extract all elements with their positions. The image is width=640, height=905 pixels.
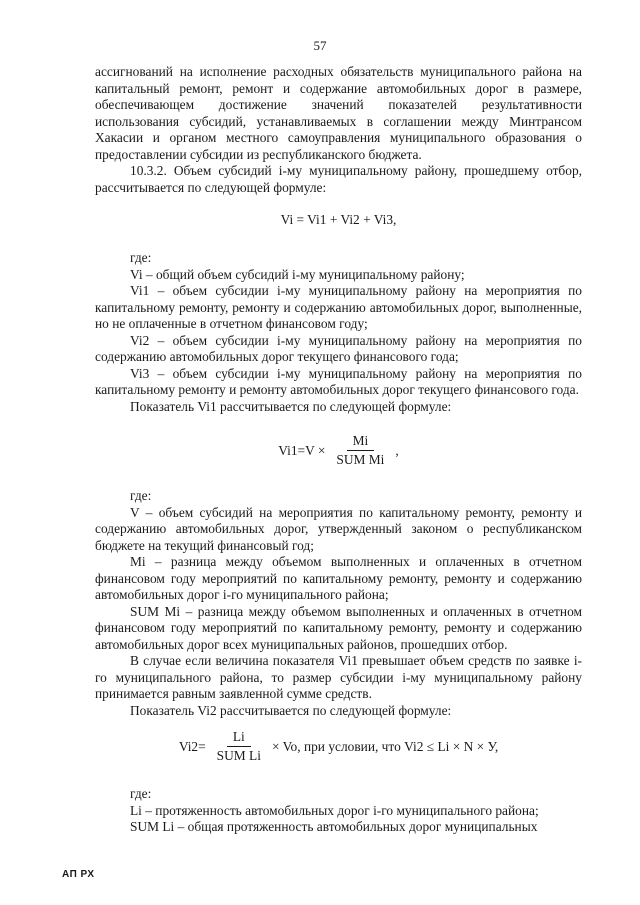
definition-vi: Vi – общий объем субсидий i-му муниципальному району; xyxy=(130,266,465,282)
definition-sum-mi: SUM Mi – разница между объемом выполненных и оплаченных в отчетном финансовом году мероприятий по капитальному ремонту, ремонту и содержанию автомобильных дорог всех муниципальных районов, прошедших отбор. xyxy=(95,603,582,652)
formula-vi1-lhs: Vi1=V × xyxy=(278,442,326,458)
definition-v: V – объем субсидий на мероприятия по капитальному ремонту, ремонту и содержанию автомобильных дорог, утвержденный законом о республиканском бюджете на текущий финансовый год; xyxy=(95,504,582,553)
where-label-3: где: xyxy=(130,786,152,801)
formula-vi2-denominator: SUM Li xyxy=(216,748,261,763)
paragraph-vi2-intro: Показатель Vi2 рассчитывается по следующей формуле: xyxy=(130,702,452,718)
formula-vi1 xyxy=(95,433,582,468)
definition-vi1: Vi1 – объем субсидии i-му муниципальному району на мероприятия по капитальному ремонту, ремонту и содержанию автомобильных дорог, выполненные, но не оплаченные в отчетном финансовом году; xyxy=(95,283,582,331)
formula-vi: Vi = Vi1 + Vi2 + Vi3, xyxy=(280,212,397,227)
definition-vi2: Vi2 – объем субсидии i-му муниципальному району на мероприятия по содержанию автомобильных дорог текущего финансового года; xyxy=(95,332,582,364)
formula-vi2-tail: × Vo, при условии, что Vi2 ≤ Li × N × У, xyxy=(271,738,499,754)
formula-vi2-numerator: Li xyxy=(227,729,251,747)
formula-vi1-numerator: Mi xyxy=(347,433,375,451)
paragraph-appropriations: ассигнований на исполнение расходных обязательств муниципального района на капитальный ремонт, ремонт и содержание автомобильных дорог в размере, обеспечивающем достижение значений показателей результативности использования субсидий, устанавливаемых в соглашении между Минтрансом Хакасии и органом местного самоуправления муниципального образования о предоставлении субсидии из республиканского бюджета. xyxy=(95,64,582,162)
formula-vi1-fraction xyxy=(330,433,390,468)
formula-vi2-lhs: Vi2= xyxy=(178,738,206,754)
paragraph-vi1-intro: Показатель Vi1 рассчитывается по следующей формуле: xyxy=(130,398,452,414)
where-label-2: где: xyxy=(130,488,152,503)
formula-vi1-denominator: SUM Mi xyxy=(336,452,385,467)
formula-vi2-fraction xyxy=(211,729,267,764)
definition-li: Li – протяженность автомобильных дорог i-го муниципального района; xyxy=(130,802,539,818)
archive-stamp: АП РХ xyxy=(62,869,95,880)
page-number: 57 xyxy=(313,38,327,53)
document-body xyxy=(95,64,582,836)
paragraph-subsidy-volume: 10.3.2. Объем субсидий i-му муниципальному району, прошедшему отбор, рассчитывается по следующей формуле: xyxy=(95,163,582,195)
formula-vi2 xyxy=(95,729,582,764)
definition-mi: Mi – разница между объемом выполненных и оплаченных в отчетном финансовом году мероприятий по капитальному ремонту, ремонту и содержанию автомобильных дорог i-го муниципального района; xyxy=(95,554,582,602)
formula-vi1-tail: , xyxy=(395,442,399,458)
definition-sum-li: SUM Li – общая протяженность автомобильных дорог муниципальных xyxy=(130,819,538,834)
definition-vi3: Vi3 – объем субсидии i-му муниципальному району на мероприятия по капитальному ремонту и ремонту автомобильных дорог текущего финансового года. xyxy=(95,365,582,397)
where-label-1: где: xyxy=(130,250,152,265)
paragraph-case: В случае если величина показателя Vi1 превышает объем средств по заявке i-го муниципального района, то размер субсидии i-му муниципальному району принимается равным заявленной сумме средств. xyxy=(95,653,582,701)
